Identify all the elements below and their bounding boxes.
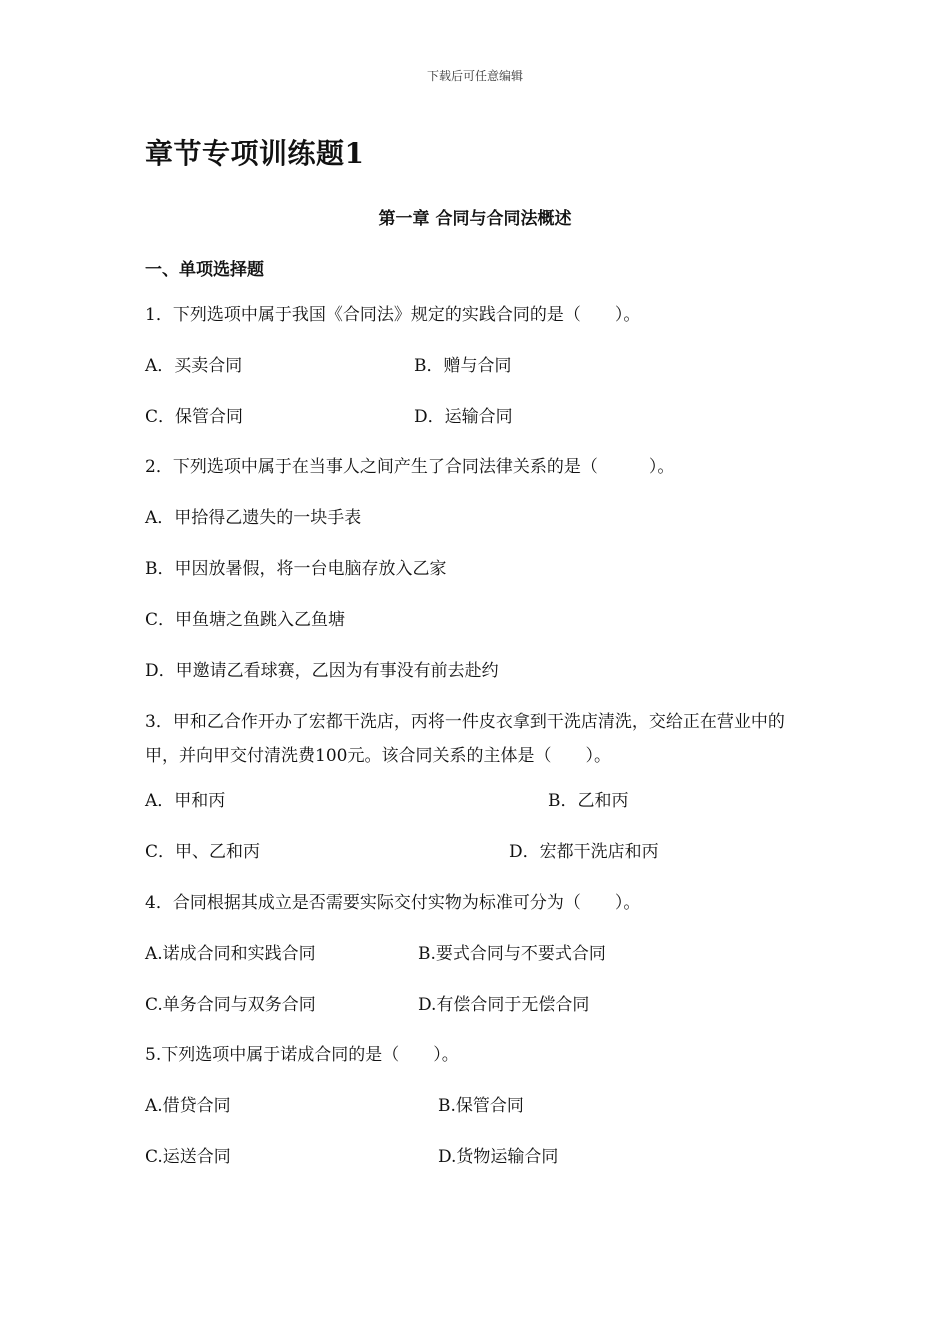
question-4-option-c: C.单务合同与双务合同 [145, 995, 316, 1015]
question-4-stem: 4．合同根据其成立是否需要实际交付实物为标准可分为（ ）。 [145, 893, 641, 913]
question-5-option-b: B.保管合同 [438, 1096, 524, 1116]
question-2-stem: 2．下列选项中属于在当事人之间产生了合同法律关系的是（ ）。 [145, 457, 675, 477]
section-title: 一、单项选择题 [145, 260, 264, 280]
question-3-stem: 3．甲和乙合作开办了宏都干洗店，丙将一件皮衣拿到干洗店清洗，交给正在营业中的甲，并向甲交付清洗费100元。该合同关系的主体是（ ）。 [145, 712, 785, 766]
question-4-option-d: D.有偿合同于无偿合同 [418, 995, 590, 1015]
header-note: 下载后可任意编辑 [426, 69, 523, 83]
question-1-option-a: A．买卖合同 [145, 356, 243, 376]
question-3-option-c: C．甲、乙和丙 [145, 842, 261, 862]
question-3-option-b: B．乙和丙 [548, 791, 629, 811]
question-4-option-a: A.诺成合同和实践合同 [145, 944, 316, 964]
question-5-option-d: D.货物运输合同 [438, 1147, 559, 1167]
question-5-option-c: C.运送合同 [145, 1147, 231, 1167]
question-2-option-a: A．甲拾得乙遗失的一块手表 [145, 508, 362, 528]
question-1-stem: 1．下列选项中属于我国《合同法》规定的实践合同的是（ ）。 [145, 305, 641, 325]
question-2-option-b: B．甲因放暑假，将一台电脑存放入乙家 [145, 559, 447, 579]
question-5-option-a: A.借贷合同 [145, 1096, 231, 1116]
chapter-title: 第一章 合同与合同法概述 [378, 209, 572, 229]
question-1-option-c: C．保管合同 [145, 407, 244, 427]
question-1-option-b: B．赠与合同 [414, 356, 512, 376]
question-3-option-a: A．甲和丙 [145, 791, 226, 811]
question-4-option-b: B.要式合同与不要式合同 [418, 944, 606, 964]
question-2-option-c: C．甲鱼塘之鱼跳入乙鱼塘 [145, 610, 346, 630]
question-3-option-d: D．宏都干洗店和丙 [509, 842, 659, 862]
question-2-option-d: D．甲邀请乙看球赛，乙因为有事没有前去赴约 [145, 661, 499, 681]
document-title: 章节专项训练题1 [145, 137, 365, 170]
question-5-stem: 5.下列选项中属于诺成合同的是（ ）。 [145, 1045, 459, 1065]
question-1-option-d: D．运输合同 [414, 407, 513, 427]
